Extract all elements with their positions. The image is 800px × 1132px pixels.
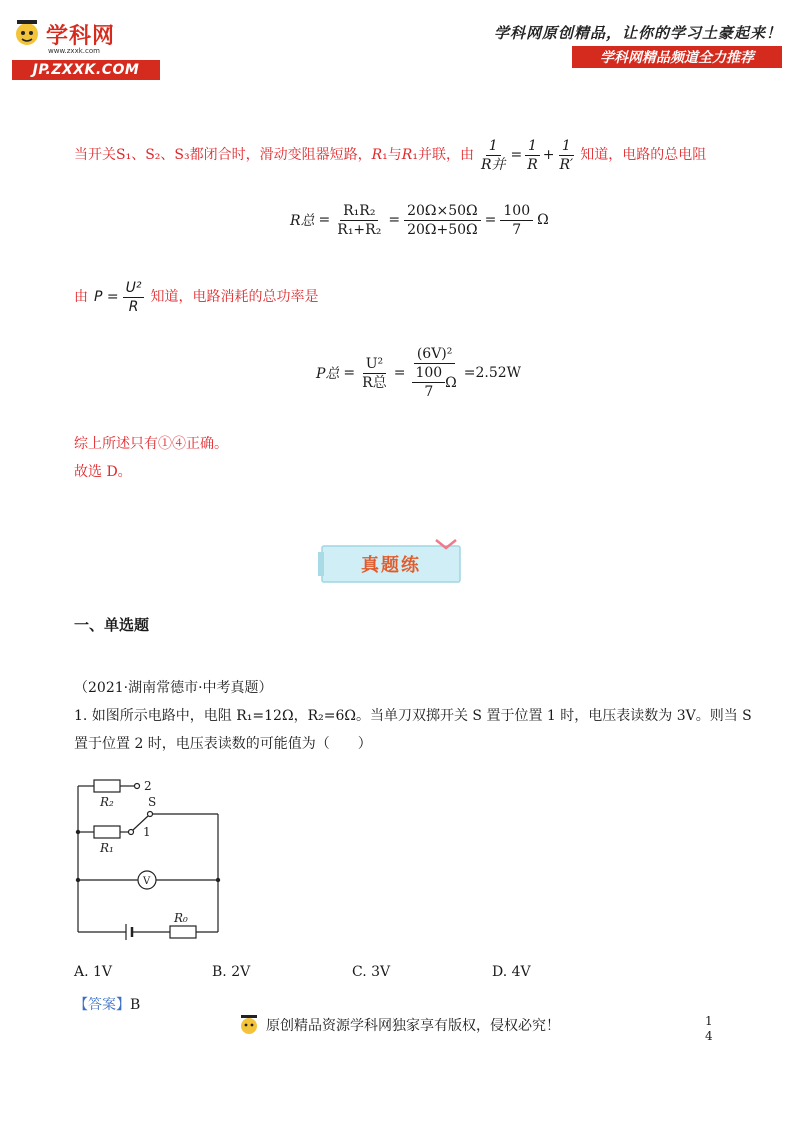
position-2-label: 2 xyxy=(144,779,152,793)
unit: Ω xyxy=(537,212,549,228)
eq-lhs: R总 xyxy=(290,213,315,229)
solution-text: 当开关S₁、S₂、S₃都闭合时，滑动变阻器短路， xyxy=(74,147,372,163)
solution-text: ₁并联，由 xyxy=(412,147,474,163)
section-title: 一、单选题 xyxy=(74,616,150,634)
choice-text: 故选 D。 xyxy=(74,464,132,480)
option-c[interactable]: C. 3V xyxy=(352,964,391,980)
summary-text: 综上所述只有①④正确。 xyxy=(74,436,228,452)
solution-line-1 xyxy=(74,130,734,180)
question-text-2: 置于位置 2 时，电压表读数的可能值为（ ） xyxy=(74,736,372,752)
r0-label: R₀ xyxy=(174,911,188,925)
fraction: $\frac{1}{R}$ xyxy=(524,137,541,174)
logo-text: 学科网 xyxy=(46,23,116,49)
symbol-r: R xyxy=(371,147,383,163)
answer-tag: 【答案】 xyxy=(74,997,130,1013)
solution-text: ₁与 xyxy=(382,147,402,163)
switch-label: S xyxy=(148,795,157,809)
answer-value: B xyxy=(130,997,141,1013)
fraction: (6V)² $\frac{100}{7}$ Ω xyxy=(409,345,459,401)
r1-label: R₁ xyxy=(100,841,114,855)
circuit-diagram xyxy=(68,772,228,942)
total-resistance-equation: R总 = $\frac{\text{R₁R₂}}{\text{R₁+R₂}}$ = $\frac{20\Omega\times 50\Omega}{20\Omega+50\Omega}$ = $\frac{100}{7}$ Ω xyxy=(290,202,549,238)
parallel-formula: $\frac{1}{\text{R并}}$ = $\frac{1}{R}$ + $\frac{1}{R'}$ xyxy=(478,137,576,174)
fraction: $\frac{\text{U²}}{R}$ xyxy=(123,279,145,316)
eq-result: =2.52W xyxy=(463,365,522,381)
site-logo[interactable] xyxy=(12,14,162,76)
fraction: $\frac{1}{\text{R并}}$ xyxy=(480,137,506,173)
solution-line-2 xyxy=(74,272,318,322)
eq-lhs: P总 xyxy=(316,366,340,382)
fraction: $\frac{\text{R₁R₂}}{\text{R₁+R₂}}$ xyxy=(337,202,382,238)
symbol-r: R xyxy=(401,147,413,163)
option-a[interactable]: A. 1V xyxy=(74,964,113,980)
solution-text: 知道，电路的总电阻 xyxy=(580,147,707,163)
total-power-equation: P总 = $\frac{\text{U²}}{\text{R总}}$ = (6V)² $\frac{100}{7}$ Ω =2.52W xyxy=(316,346,522,400)
fraction: $\frac{20\Omega\times 50\Omega}{20\Omega+50\Omega}$ xyxy=(404,202,481,239)
r2-label: R₂ xyxy=(100,795,114,809)
footer xyxy=(238,1012,560,1038)
header-slogan-bar: 学科网精品频道全力推荐 xyxy=(572,46,782,68)
solution-text: 由 xyxy=(74,289,88,305)
solution-text: 知道，电路消耗的总功率是 xyxy=(150,289,319,305)
voltmeter-label: V xyxy=(143,876,151,887)
banner-label: 真题练 xyxy=(361,555,421,576)
footer-text: 原创精品资源学科网独家享有版权，侵权必究！ xyxy=(266,1018,560,1034)
fraction: $\frac{\text{U²}}{\text{R总}}$ xyxy=(362,355,387,391)
power-formula: P = $\frac{\text{U²}}{R}$ xyxy=(94,279,144,316)
question-text-1: 1. 如图所示电路中，电阻 R₁=12Ω，R₂=6Ω。当单刀双掷开关 S 置于位置 1 时，电压表读数为 3V。则当 S xyxy=(74,708,752,724)
practice-banner xyxy=(318,538,458,582)
fraction: $\frac{100}{7}$ xyxy=(500,202,533,239)
fraction: $\frac{1}{R'}$ xyxy=(559,137,574,173)
logo-domain: www.zxxk.com xyxy=(48,47,100,55)
question-source: （2021·湖南常德市·中考真题） xyxy=(74,680,273,696)
page-number: 1 4 xyxy=(705,1014,713,1043)
mascot-icon xyxy=(238,1012,260,1038)
option-b[interactable]: B. 2V xyxy=(212,964,251,980)
position-1-label: 1 xyxy=(143,825,151,839)
logo-url: JP.ZXXK.COM xyxy=(12,60,160,80)
answer-line xyxy=(74,994,140,1014)
option-d[interactable]: D. 4V xyxy=(492,964,531,980)
header-slogan: 学科网原创精品，让你的学习土豪起来！ xyxy=(493,24,782,42)
mascot-icon xyxy=(12,17,42,51)
